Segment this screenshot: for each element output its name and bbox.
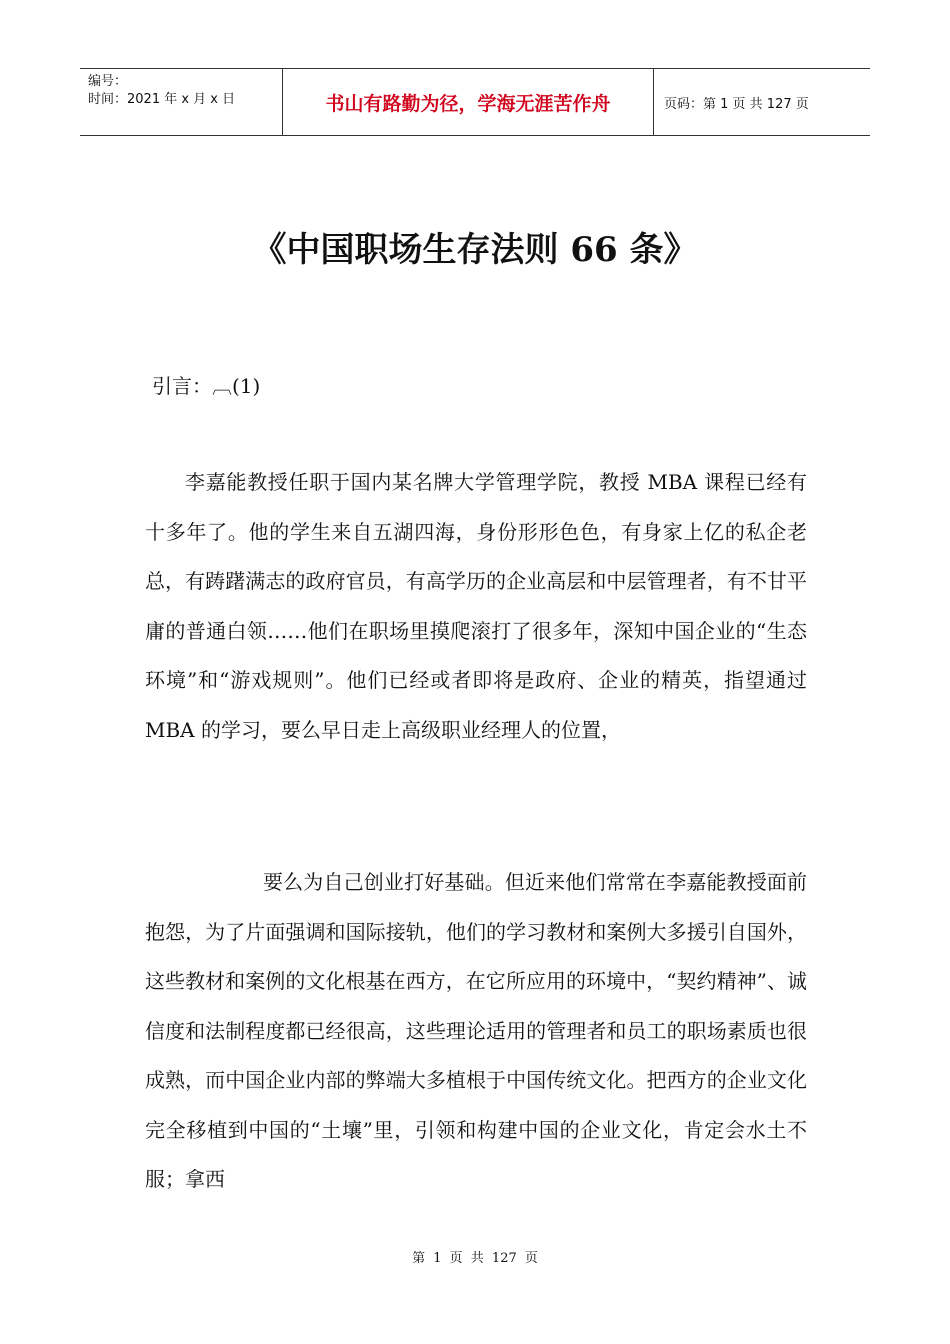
header-motto: 书山有路勤为径，学海无涯苦作舟 <box>282 69 654 135</box>
header-page-info: 页码：第 1 页 共 127 页 <box>664 96 809 112</box>
document-title: 《中国职场生存法则 66 条》 <box>252 230 698 270</box>
intro-heading: 引言：︹(1) <box>152 374 261 398</box>
document-date-label: 时间：2021 年 x 月 x 日 <box>88 92 236 107</box>
body-paragraph-2: 要么为自己创业打好基础。但近来他们常常在李嘉能教授面前抱怨，为了片面强调和国际接轨，他们的学习教材和案例大多援引自国外，这些教材和案例的文化根基在西方，在它所应用的环境中，“契约精神”、诚信度和法制程度都已经很高，这些理论适用的管理者和员工的职场素质也很成熟，而中国企业内部的弊端大多植根于中国传统文化。把西方的企业文化完全移植到中国的“土壤”里，引领和构建中国的企业文化，肯定会水土不服；拿西 <box>145 870 807 1191</box>
page-footer: 第 1 页 共 127 页 <box>412 1251 538 1266</box>
header-meta <box>80 69 282 135</box>
document-number-label: 编号： <box>88 74 128 89</box>
body-paragraph-1: 李嘉能教授任职于国内某名牌大学管理学院，教授 MBA 课程已经有十多年了。他的学生来自五湖四海，身份形形色色，有身家上亿的私企老总，有踌躇满志的政府官员，有高学历的企业高层和中层管理者，有不甘平庸的普通白领……他们在职场里摸爬滚打了很多年，深知中国企业的“生态环境”和“游戏规则”。他们已经或者即将是政府、企业的精英，指望通过 MBA 的学习，要么早日走上高级职业经理人的位置， <box>145 470 807 742</box>
page-header <box>80 68 870 136</box>
